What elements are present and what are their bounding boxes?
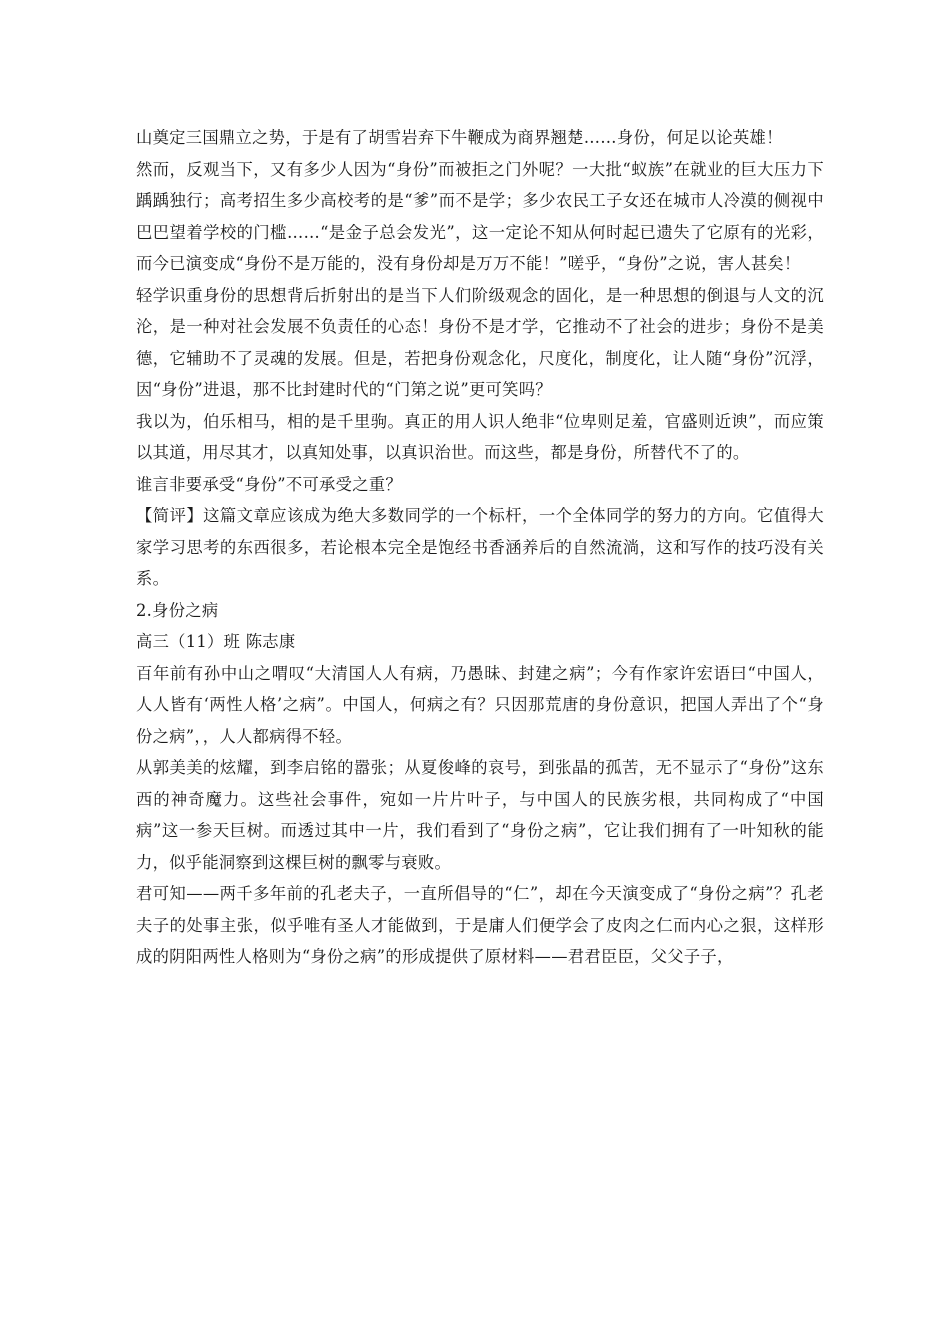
author-line: 高三（11）班 陈志康 [136,632,296,651]
paragraph-5: 谁言非要承受“身份”不可承受之重？ [136,474,402,494]
paragraph-11: 君可知——两千多年前的孔老夫子，一直所倡导的“仁”，却在今天演变成了“身份之病”？孔老夫子的处事主张，似乎唯有圣人才能做到，于是庸人们便学会了皮肉之仁而内心之狠，这样形成的阴阳两性人格则为“身份之病”的形成提供了原材料——君君臣臣，父父子子， [136,884,824,966]
paragraph-2: 然而，反观当下，又有多少人因为“身份”而被拒之门外呢？一大批“蚁族”在就业的巨大压力下踽踽独行；高考招生多少高校考的是“爹”而不是学；多少农民工子女还在城市人冷漠的侧视中巴巴望着学校的门槛……“是金子总会发光”，这一定论不知从何时起已遗失了它原有的光彩，而今已演变成“身份不是万能的，没有身份却是万万不能！”嗟乎，“身份”之说，害人甚矣！ [136,159,824,273]
section-title: 2.身份之病 [136,600,219,620]
paragraph-9: 百年前有孙中山之喟叹“大清国人人有病，乃愚昧、封建之病”；今有作家许宏语曰“中国人，人人皆有‘两性人格’之病”。中国人，何病之有？只因那荒唐的身份意识，把国人弄出了个“身份之病”，，人人都病得不轻。 [136,663,824,746]
paragraph-3: 轻学识重身份的思想背后折射出的是当下人们阶级观念的固化，是一种思想的倒退与人文的沉沦，是一种对社会发展不负责任的心态！身份不是才学，它推动不了社会的进步；身份不是美德，它辅助不了灵魂的发展。但是，若把身份观念化，尺度化，制度化，让人随“身份”沉浮，因“身份”进退，那不比封建时代的“门第之说”更可笑吗？ [136,285,824,399]
document-body [136,122,824,973]
review-paragraph: 【简评】这篇文章应该成为绝大多数同学的一个标杆，一个全体同学的努力的方向。它值得大家学习思考的东西很多，若论根本完全是饱经书香涵养后的自然流淌，这和写作的技巧没有关系。 [136,506,824,588]
paragraph-4: 我以为，伯乐相马，相的是千里驹。真正的用人识人绝非“位卑则足羞，官盛则近谀”，而应策以其道，用尽其才，以真知处事，以真识治世。而这些，都是身份，所替代不了的。 [136,411,824,462]
paragraph-1: 山奠定三国鼎立之势，于是有了胡雪岩弃下牛鞭成为商界翘楚……身份，何足以论英雄！ [136,128,783,147]
paragraph-10: 从郭美美的炫耀，到李启铭的嚣张；从夏俊峰的哀号，到张晶的孤苦，无不显示了“身份”这东西的神奇魔力。这些社会事件，宛如一片片叶子，与中国人的民族劣根，共同构成了“中国病”这一参天巨树。而透过其中一片，我们看到了“身份之病”，它让我们拥有了一叶知秋的能力，似乎能洞察到这棵巨树的飘零与衰败。 [136,758,824,872]
